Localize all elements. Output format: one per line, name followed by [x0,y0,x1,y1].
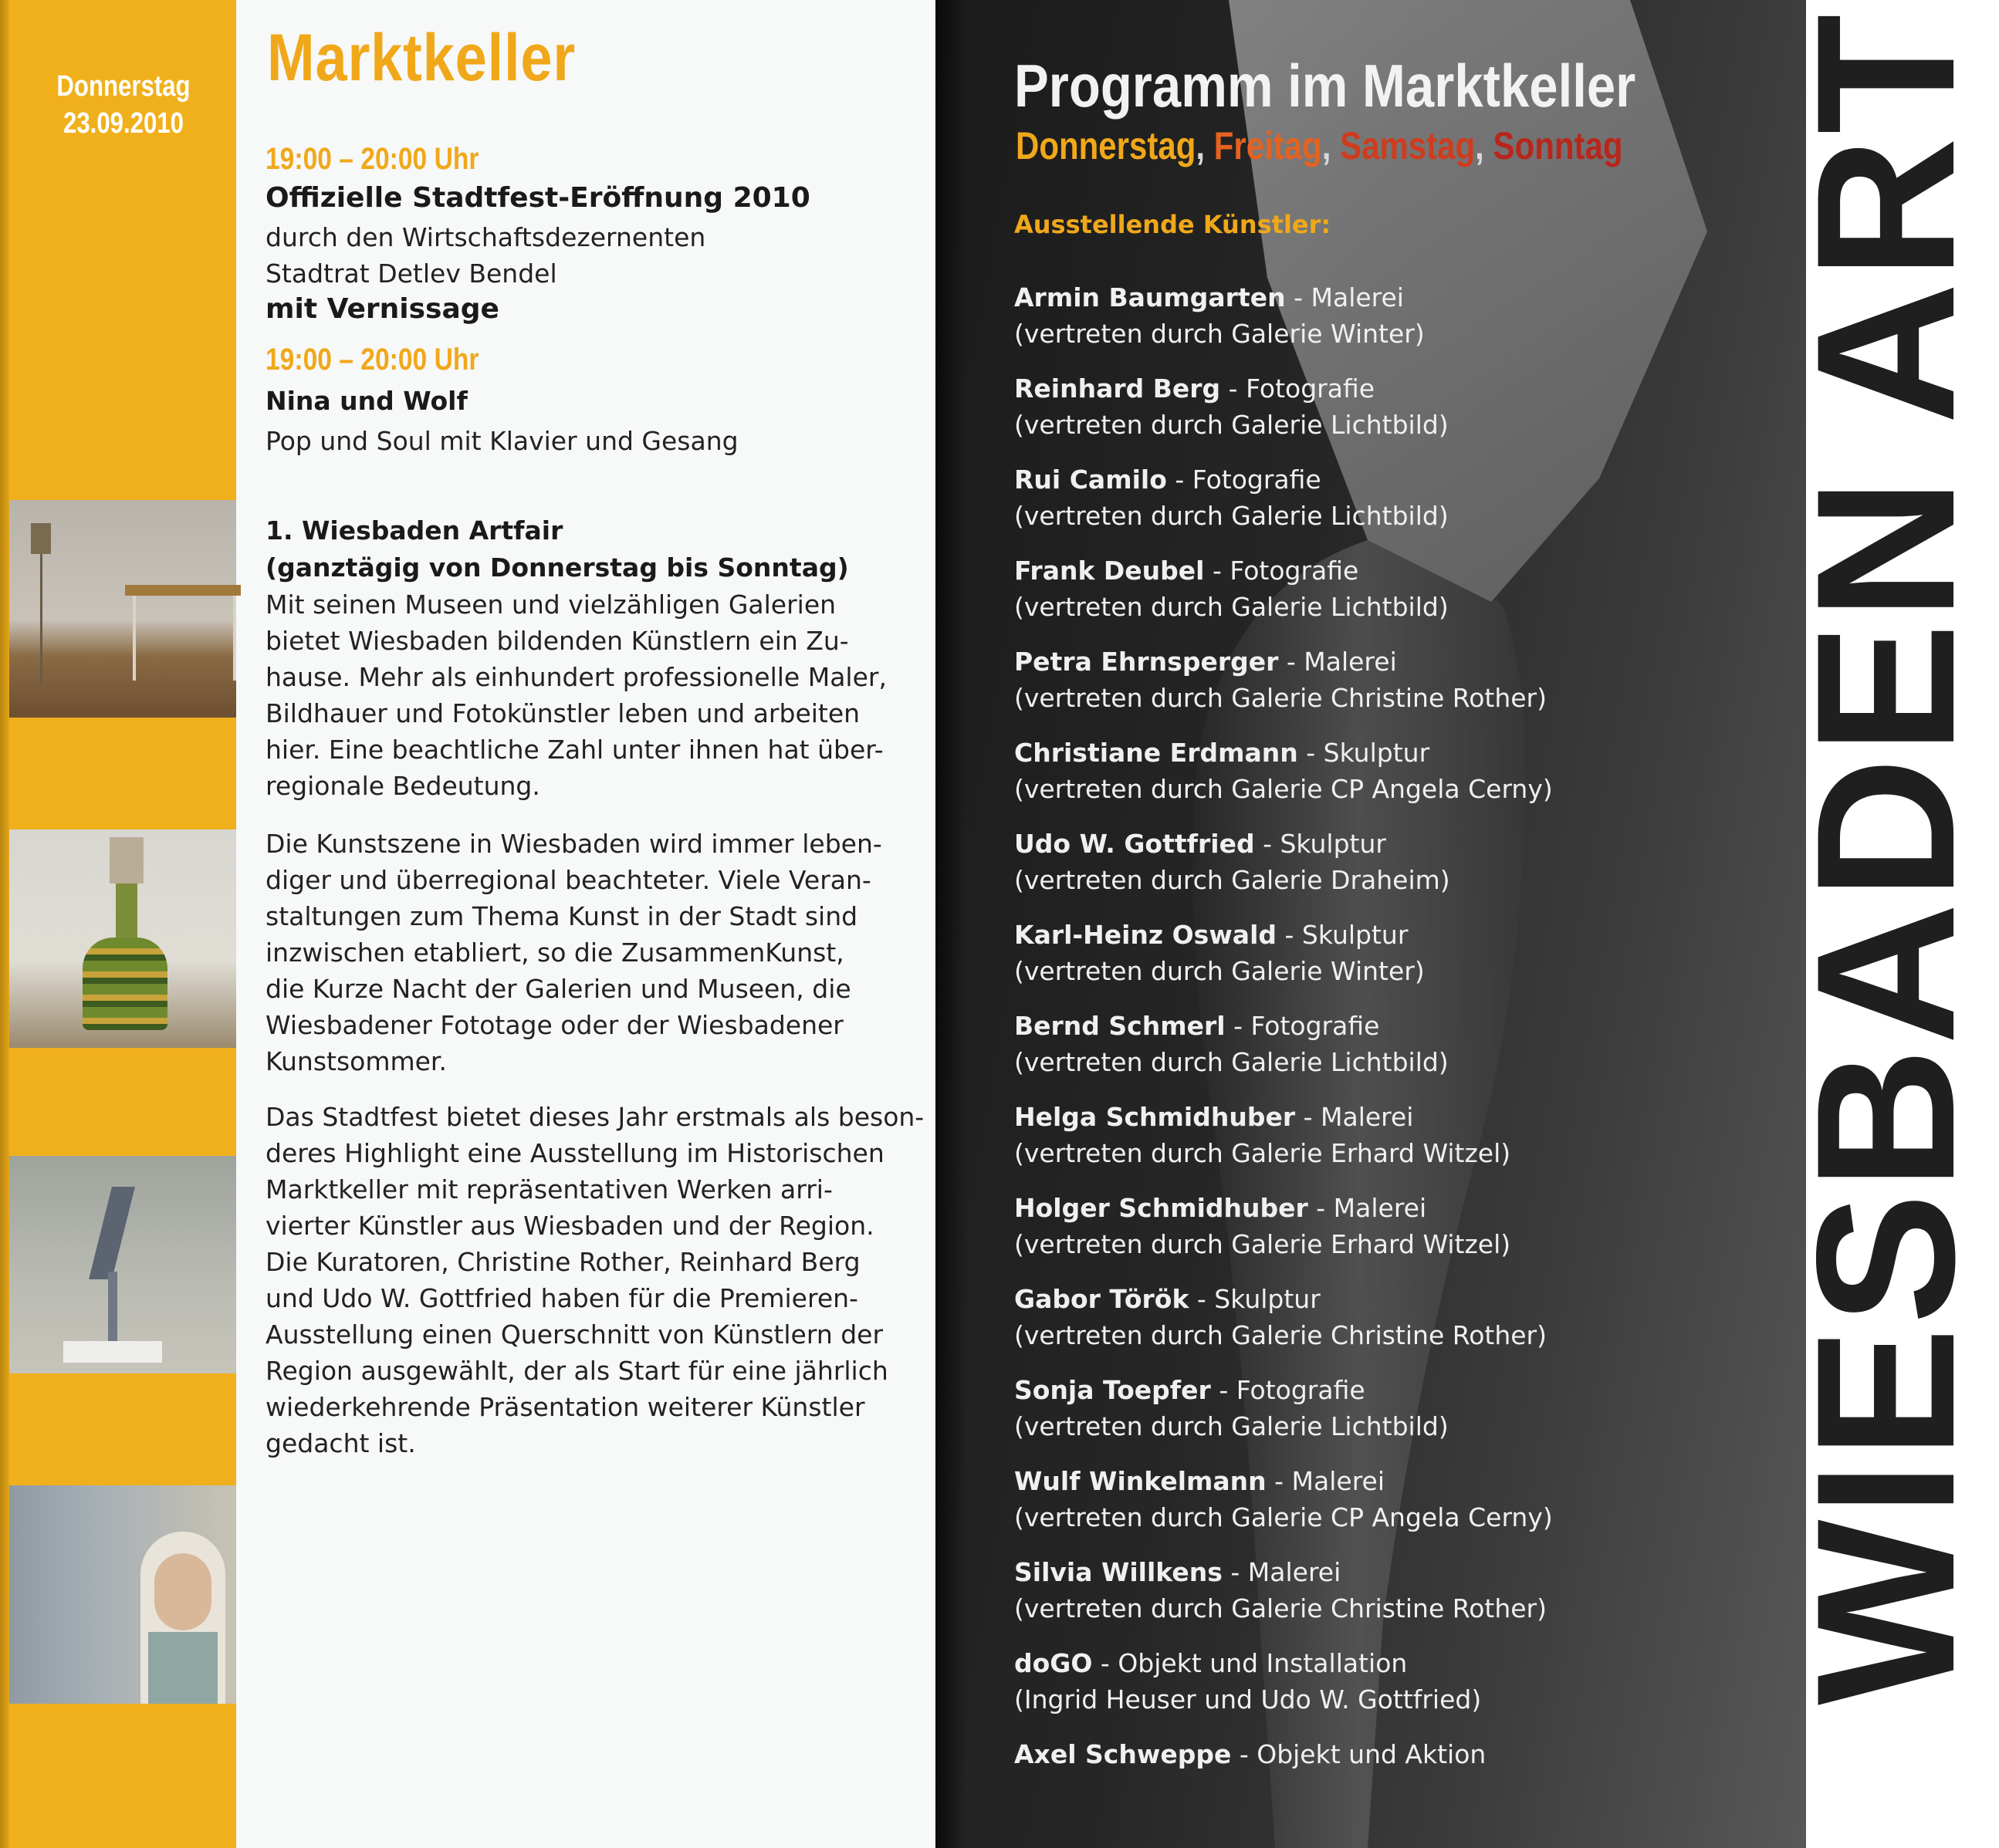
event1-line3: mit Vernissage [266,293,499,325]
day-sunday: Sonntag [1493,124,1623,167]
artist-gallery: (vertreten durch Galerie Erhard Witzel) [1014,1229,1511,1259]
artist-gallery: (vertreten durch Galerie Christine Rother) [1014,683,1547,713]
artist-entry [1014,1736,1486,1772]
artist-dash: - [1285,282,1311,313]
artist-dash: - [1266,1466,1292,1496]
artist-genre: Skulptur [1280,829,1386,859]
para3-line: vierter Künstler aus Wiesbaden und der Region. [266,1211,874,1241]
artist-gallery: (vertreten durch Galerie Lichtbild) [1014,1047,1449,1077]
artist-dash: - [1222,1557,1248,1587]
artist-entry [1014,1190,1510,1262]
artist-genre: Fotografie [1192,465,1321,495]
event1-time: 19:00 – 20:00 Uhr [266,142,479,176]
artwork-photo-portrait-painting [9,1485,236,1704]
event2-time: 19:00 – 20:00 Uhr [266,343,479,377]
artist-name: Rui Camilo [1014,465,1167,495]
artist-dash: - [1166,465,1192,495]
artist-gallery: (vertreten durch Galerie Christine Rother) [1014,1320,1547,1350]
para2-line: Die Kunstszene in Wiesbaden wird immer leben- [266,829,882,859]
artist-gallery: (vertreten durch Galerie Winter) [1014,319,1425,349]
artist-dash: - [1092,1648,1118,1678]
artist-name: Udo W. Gottfried [1014,829,1255,859]
artist-gallery: (vertreten durch Galerie CP Angela Cerny) [1014,774,1553,804]
para2-line: Wiesbadener Fototage oder der Wiesbadener [266,1010,844,1040]
para2-line: Kunstsommer. [266,1046,447,1076]
festival-days [1016,123,1623,168]
artist-gallery: (vertreten durch Galerie CP Angela Cerny) [1014,1502,1553,1532]
artfair-subtitle: (ganztägig von Donnerstag bis Sonntag) [266,552,849,583]
artist-gallery: (vertreten durch Galerie Erhard Witzel) [1014,1138,1511,1168]
artist-genre: Malerei [1304,647,1397,677]
para3-line: Ausstellung einen Querschnitt von Künstlern der [266,1319,884,1350]
para1-line: hier. Eine beachtliche Zahl unter ihnen hat über- [266,735,884,765]
event1-line1: durch den Wirtschaftsdezernenten [266,222,706,252]
day-friday: Freitag [1213,124,1322,167]
strip-edge [0,0,9,1848]
artist-dash: - [1277,920,1302,950]
artist-gallery: (vertreten durch Galerie Lichtbild) [1014,410,1449,440]
artist-dash: - [1307,1193,1334,1223]
artist-genre: Objekt und Installation [1118,1648,1408,1678]
para3-line: wiederkehrende Präsentation weiterer Künstler [266,1392,865,1422]
artist-dash: - [1210,1375,1236,1405]
artist-genre: Fotografie [1236,1375,1365,1405]
artist-dash: - [1297,738,1324,768]
artist-gallery: (vertreten durch Galerie Winter) [1014,956,1425,986]
artist-name: doGO [1014,1648,1093,1678]
event1-title: Offizielle Stadtfest-Eröffnung 2010 [266,182,810,214]
day-saturday: Samstag [1340,124,1476,167]
artist-name: Axel Schweppe [1014,1739,1232,1769]
artfair-title: 1. Wiesbaden Artfair [266,515,563,546]
day-separator: , [1475,124,1493,167]
artist-genre: Malerei [1333,1193,1427,1223]
artist-name: Armin Baumgarten [1014,282,1286,313]
para1-line: Bildhauer und Fotokünstler leben und arbeiten [266,698,861,728]
day-thursday: Donnerstag [1016,124,1196,167]
artist-entry [1014,1281,1547,1353]
para3-line: Das Stadtfest bietet dieses Jahr erstmals als beson- [266,1102,925,1132]
artist-dash: - [1220,373,1246,404]
artist-dash: - [1189,1284,1215,1314]
artist-entry [1014,370,1449,443]
artist-name: Helga Schmidhuber [1014,1102,1296,1132]
day-separator: , [1196,124,1214,167]
event1-line2: Stadtrat Detlev Bendel [266,258,557,289]
artist-dash: - [1254,829,1280,859]
artist-name: Gabor Török [1014,1284,1189,1314]
artist-entry [1014,644,1547,716]
artist-entry [1014,1554,1547,1627]
date-block [31,68,215,142]
artist-gallery: (Ingrid Heuser und Udo W. Gottfried) [1014,1684,1482,1715]
artist-name: Holger Schmidhuber [1014,1193,1308,1223]
para3-line: Region ausgewählt, der als Start für eine jährlich [266,1356,888,1386]
artist-gallery: (vertreten durch Galerie Lichtbild) [1014,1411,1449,1441]
artist-entry [1014,735,1553,807]
artist-name: Frank Deubel [1014,556,1205,586]
para2-line: inzwischen etabliert, so die ZusammenKunst, [266,938,844,968]
artist-gallery: (vertreten durch Galerie Draheim) [1014,865,1450,895]
artist-entry [1014,1372,1449,1444]
date-value: 23.09.2010 [63,107,184,140]
artist-dash: - [1278,647,1304,677]
artist-dash: - [1231,1739,1257,1769]
artist-genre: Skulptur [1323,738,1430,768]
artist-genre: Fotografie [1230,556,1359,586]
artist-entry [1014,917,1425,989]
page-fold-shadow [935,0,966,1848]
event2-title: Nina und Wolf [266,386,468,416]
para1-line: hause. Mehr als einhundert professionelle Maler, [266,662,887,692]
artist-dash: - [1204,556,1230,586]
artist-entry [1014,461,1449,534]
artist-genre: Skulptur [1214,1284,1321,1314]
para2-line: die Kurze Nacht der Galerien und Museen, die [266,974,851,1004]
left-page [0,0,935,1848]
para2-line: diger und überregional beachteter. Viele Veran- [266,865,871,895]
artist-entry [1014,1645,1481,1718]
artist-name: Bernd Schmerl [1014,1011,1226,1041]
artist-entry [1014,552,1449,625]
artist-name: Silvia Willkens [1014,1557,1223,1587]
artist-entry [1014,1463,1553,1535]
artist-gallery: (vertreten durch Galerie Lichtbild) [1014,501,1449,531]
artist-entry [1014,1008,1449,1080]
artist-name: Karl-Heinz Oswald [1014,920,1277,950]
artist-name: Christiane Erdmann [1014,738,1298,768]
artist-genre: Malerei [1247,1557,1341,1587]
artwork-photo-figure-sculpture [9,829,236,1048]
para3-line: deres Highlight eine Ausstellung im Historischen [266,1138,884,1168]
artist-name: Reinhard Berg [1014,373,1221,404]
page-title: Marktkeller [267,21,577,95]
artist-genre: Malerei [1311,282,1404,313]
artist-genre: Fotografie [1246,373,1375,404]
artist-genre: Fotografie [1250,1011,1380,1041]
artist-name: Petra Ehrnsperger [1014,647,1279,677]
artist-name: Wulf Winkelmann [1014,1466,1267,1496]
artist-dash: - [1225,1011,1251,1041]
vertical-wiesbaden-art-text: WIESBADEN ART [1776,11,1996,1705]
artist-entry [1014,1099,1510,1171]
artists-heading: Ausstellende Künstler: [1014,210,1331,239]
artist-dash: - [1295,1102,1321,1132]
artwork-photo-installation [9,500,236,718]
artist-genre: Objekt und Aktion [1257,1739,1487,1769]
date-day: Donnerstag [56,70,191,103]
para1-line: bietet Wiesbaden bildenden Künstlern ein Zu- [266,626,849,656]
event2-line1: Pop und Soul mit Klavier und Gesang [266,426,739,456]
artist-gallery: (vertreten durch Galerie Christine Rother) [1014,1593,1547,1623]
para3-line: und Udo W. Gottfried haben für die Premieren- [266,1283,858,1313]
artist-gallery: (vertreten durch Galerie Lichtbild) [1014,592,1449,622]
artwork-photo-steel-sculpture [9,1156,236,1373]
para1-line: regionale Bedeutung. [266,771,540,801]
para3-line: Die Kuratoren, Christine Rother, Reinhard Berg [266,1247,861,1277]
para3-line: Marktkeller mit repräsentativen Werken arri- [266,1174,833,1204]
artist-genre: Skulptur [1301,920,1409,950]
program-title: Programm im Marktkeller [1014,52,1636,120]
day-separator: , [1321,124,1341,167]
para2-line: staltungen zum Thema Kunst in der Stadt sind [266,901,858,931]
artist-name: Sonja Toepfer [1014,1375,1211,1405]
artist-genre: Malerei [1291,1466,1385,1496]
artist-entry [1014,826,1450,898]
para1-line: Mit seinen Museen und vielzähligen Galerien [266,590,837,620]
artist-genre: Malerei [1321,1102,1414,1132]
para3-line: gedacht ist. [266,1428,416,1458]
artist-entry [1014,279,1425,352]
